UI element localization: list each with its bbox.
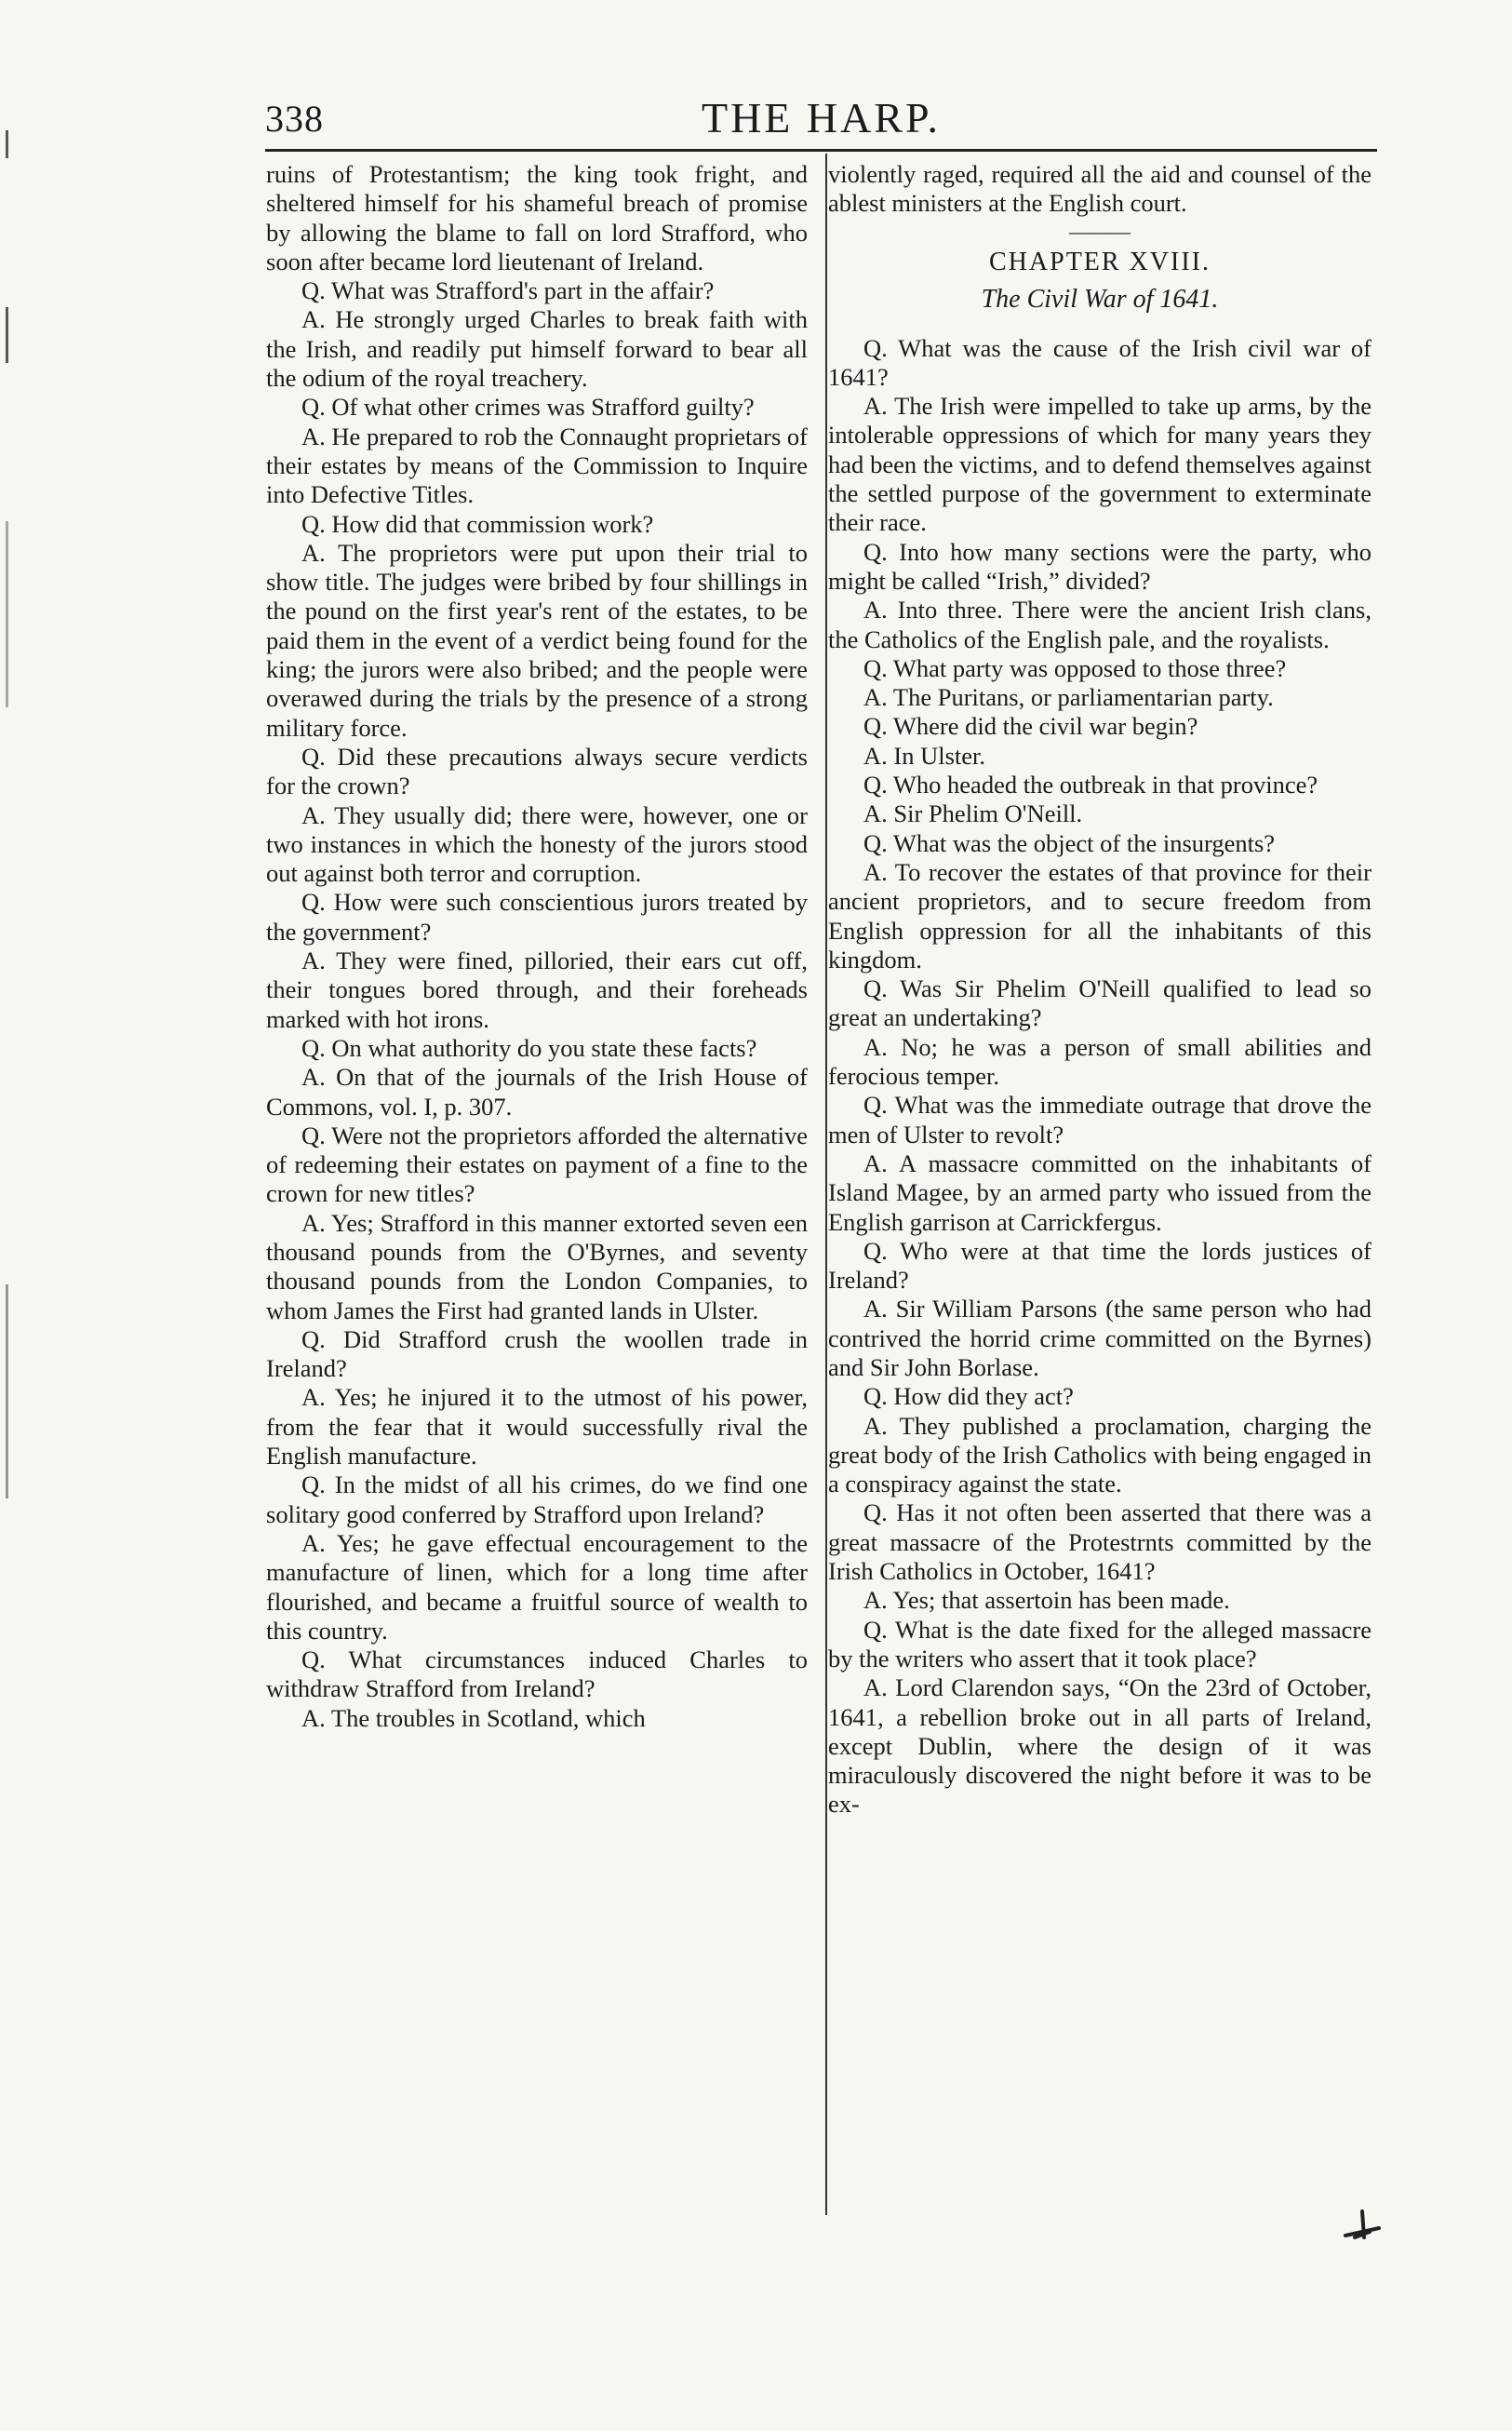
answer: A. Lord Clarendon says, “On the 23rd of October, 1641, a rebellion broke out in all parts of Ireland, except Dublin, where the design of it was miraculously discovered the night before it was to be ex- — [828, 1673, 1372, 1819]
answer: A. Yes; he gave effectual encouragement to the manufacture of linen, which for a long time after flourished, and became a fruitful source of wealth to this country. — [266, 1528, 808, 1645]
question: Q. Who were at that time the lords justices of Ireland? — [828, 1236, 1372, 1295]
answer: A. Into three. There were the ancient Irish clans, the Catholics of the English pale, and the royalists. — [828, 596, 1372, 653]
chapter-divider: ——— — [1069, 219, 1131, 243]
answer: A. Sir Phelim O'Neill. — [863, 799, 1083, 828]
answer: A. He prepared to rob the Connaught proprietars of their estates by means of the Commission to Inquire into Defective Titles. — [266, 422, 808, 509]
paragraph: ruins of Protestantism; the king took fright, and sheltered himself for his shameful breach of promise by allowing the blame to fall on lord Strafford, who soon after became lord lieutenant of Ireland. — [266, 160, 808, 275]
question: Q. What was Strafford's part in the affair? — [301, 276, 715, 305]
question: Q. Did Strafford crush the woollen trade in Ireland? — [266, 1324, 808, 1383]
answer: A. In Ulster. — [863, 741, 986, 770]
question: Q. How did that commission work? — [301, 509, 654, 538]
question: Q. Where did the civil war begin? — [863, 712, 1198, 741]
left-column — [266, 160, 808, 1733]
answer: A. On that of the journals of the Irish House of Commons, vol. I, p. 307. — [266, 1063, 808, 1121]
question: Q. Of what other crimes was Strafford guilty? — [301, 393, 755, 422]
answer: A. The Puritans, or parliamentarian party. — [863, 683, 1274, 712]
column-divider — [825, 154, 827, 2215]
question: Q. Who headed the outbreak in that province? — [863, 771, 1318, 799]
question: Q. What was the object of the insurgents? — [863, 828, 1276, 857]
question: Q. What party was opposed to those three? — [863, 653, 1287, 682]
question: Q. Were not the proprietors afforded the alternative of redeeming their estates on payment of a fine to the crown for new titles? — [266, 1121, 808, 1208]
question: Q. How were such conscientious jurors treated by the government? — [266, 888, 808, 946]
answer: A. Yes; he injured it to the utmost of his power, from the fear that it would successfully rival the English manufacture. — [266, 1383, 808, 1471]
chapter-heading: CHAPTER XVIII. — [989, 247, 1211, 276]
right-column — [828, 160, 1372, 1820]
answer: A. The proprietors were put upon their trial to show title. The judges were bribed by four shillings in the pound on the first year's rent of the estates, to be paid them in the event of a verdict being found for the king; the jurors were also bribed; and the people were overawed during the trials by the presence of a strong military force. — [266, 538, 808, 742]
question: Q. How did they act? — [863, 1382, 1074, 1411]
question: Q. Has it not often been asserted that there was a great massacre of the Protestrnts committed by the Irish Catholics in October, 1641? — [828, 1498, 1372, 1586]
question: Q. What is the date fixed for the alleged massacre by the writers who assert that it took place? — [828, 1615, 1372, 1672]
answer: A. The Irish were impelled to take up arms, by the intolerable oppressions of which for many years they had been the victims, and to defend themselves against the settled purpose of the government to exterminate their race. — [828, 392, 1372, 537]
page-header — [265, 91, 1377, 147]
question: Q. Into how many sections were the party, who might be called “Irish,” divided? — [828, 537, 1372, 595]
answer: A. The troubles in Scotland, which — [301, 1703, 646, 1732]
answer: A. They usually did; there were, however, one or two instances in which the honesty of the jurors stood out against both terror and corruption. — [266, 800, 808, 888]
answer: A. Sir William Parsons (the same person who had contrived the horrid crime committed on the Byrnes) and Sir John Borlase. — [828, 1295, 1372, 1381]
paragraph: violently raged, required all the aid and counsel of the ablest ministers at the English court. — [828, 160, 1372, 218]
question: Q. What was the immediate outrage that drove the men of Ulster to revolt? — [828, 1091, 1372, 1148]
question: Q. On what authority do you state these facts? — [301, 1033, 757, 1062]
answer: A. A massacre committed on the inhabitants of Island Magee, by an armed party who issued from the English garrison at Carrickfergus. — [828, 1148, 1372, 1236]
ink-mark-icon — [1342, 2204, 1383, 2241]
page-number: 338 — [265, 98, 324, 140]
question: Q. Was Sir Phelim O'Neill qualified to lead so great an undertaking? — [828, 974, 1372, 1032]
running-title: THE HARP. — [701, 94, 942, 141]
question: Q. What was the cause of the Irish civil war of 1641? — [828, 333, 1372, 391]
question: Q. In the midst of all his crimes, do we find one solitary good conferred by Strafford upon Ireland? — [266, 1471, 808, 1528]
left-edge-mark — [6, 307, 8, 363]
question: Q. Did these precautions always secure verdicts for the crown? — [266, 742, 808, 800]
header-rule — [265, 149, 1377, 152]
answer: A. He strongly urged Charles to break faith with the Irish, and readily put himself forward to bear all the odium of the royal treachery. — [266, 305, 808, 393]
answer: A. Yes; that assertoin has been made. — [863, 1586, 1230, 1615]
answer: A. Yes; Strafford in this manner extorted seven een thousand pounds from the O'Byrnes, and seventy thousand pounds from the London Companies, to whom James the First had granted lands in Ulster. — [266, 1208, 808, 1324]
answer: A. They published a proclamation, charging the great body of the Irish Catholics with being engaged in a conspiracy against the state. — [828, 1411, 1372, 1498]
answer: A. They were fined, pilloried, their ears cut off, their tongues bored through, and their foreheads marked with hot irons. — [266, 947, 808, 1033]
answer: A. To recover the estates of that province for their ancient proprietors, and to secure freedom from English oppression for all the inhabitants of this kingdom. — [828, 857, 1372, 974]
left-edge-mark — [6, 521, 8, 707]
chapter-subtitle: The Civil War of 1641. — [981, 284, 1219, 314]
question: Q. What circumstances induced Charles to withdraw Strafford from Ireland? — [266, 1645, 808, 1703]
left-edge-mark — [6, 130, 8, 158]
answer: A. No; he was a person of small abilities and ferocious temper. — [828, 1032, 1372, 1091]
left-edge-mark — [6, 1284, 8, 1498]
